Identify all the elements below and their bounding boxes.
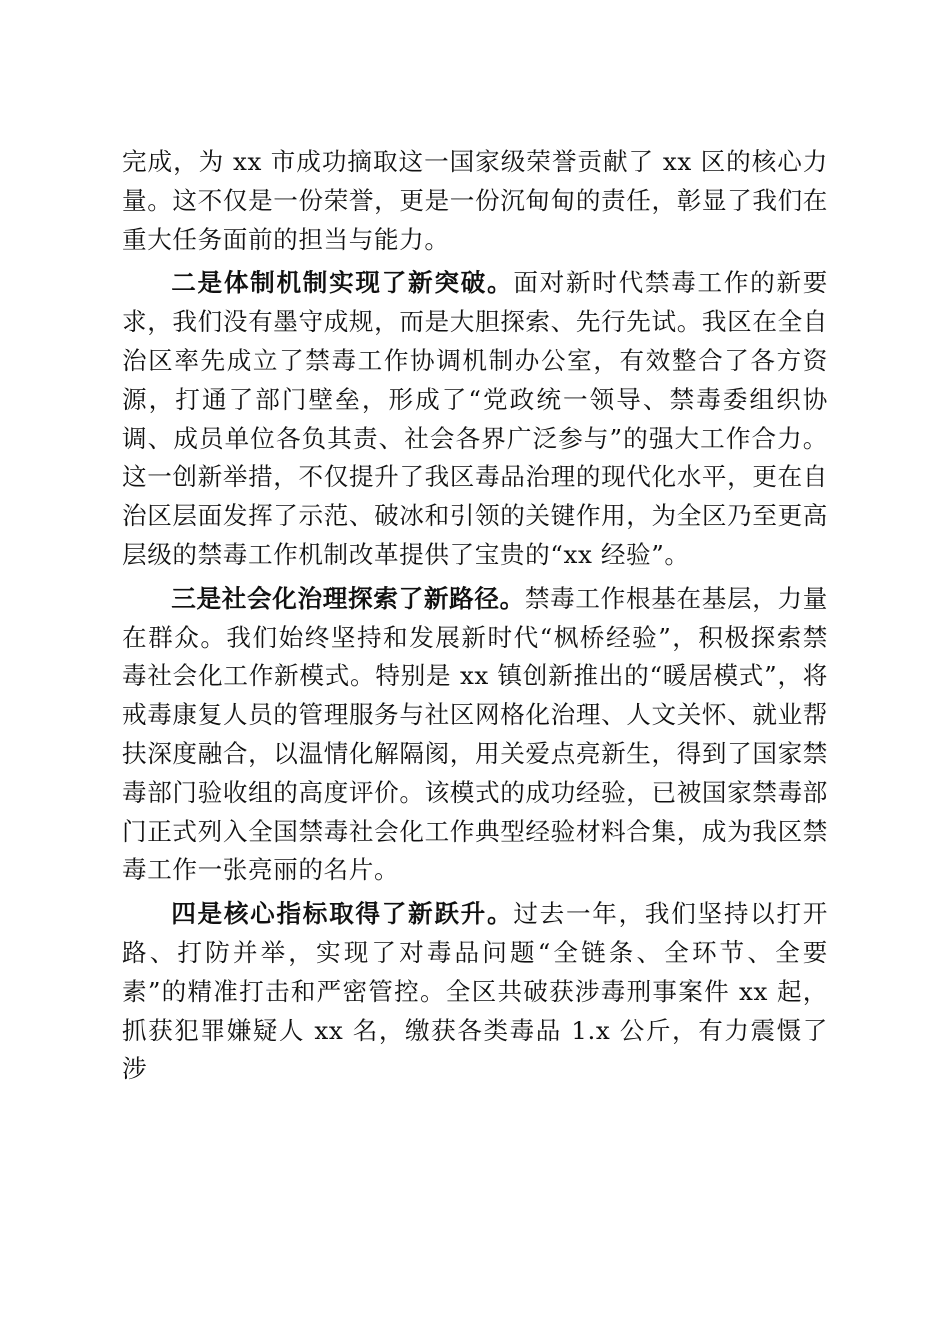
paragraph-4	[122, 895, 828, 1089]
paragraph-1	[122, 143, 828, 259]
paragraph-2-text: 面对新时代禁毒工作的新要求，我们没有墨守成规，而是大胆探索、先行先试。我区在全自治区率先成立了禁毒工作协调机制办公室，有效整合了各方资源，打通了部门壁垒，形成了“党政统一领导、禁毒委组织协调、成员单位各负其责、社会各界广泛参与”的强大工作合力。这一创新举措，不仅提升了我区毒品治理的现代化水平，更在自治区层面发挥了示范、破冰和引领的关键作用，为全区乃至更高层级的禁毒工作机制改革提供了宝贵的“xx 经验”。	[122, 268, 828, 569]
paragraph-3	[122, 580, 828, 890]
paragraph-3-heading: 三是社会化治理探索了新路径。	[171, 583, 525, 613]
paragraph-2	[122, 264, 828, 574]
paragraph-3-text: 禁毒工作根基在基层，力量在群众。我们始终坚持和发展新时代“枫桥经验”，积极探索禁毒社会化工作新模式。特别是 xx 镇创新推出的“暖居模式”，将戒毒康复人员的管理服务与社区网格化治理、人文关怀、就业帮扶深度融合，以温情化解隔阂，用关爱点亮新生，得到了国家禁毒部门验收组的高度评价。该模式的成功经验，已被国家禁毒部门正式列入全国禁毒社会化工作典型经验材料合集，成为我区禁毒工作一张亮丽的名片。	[122, 583, 828, 885]
paragraph-4-heading: 四是核心指标取得了新跃升。	[171, 899, 514, 929]
paragraph-4-text: 过去一年，我们坚持以打开路、打防并举，实现了对毒品问题“全链条、全环节、全要素”的精准打击和严密管控。全区共破获涉毒刑事案件 xx 起，抓获犯罪嫌疑人 xx 名，缴获各类毒品 1.x 公斤，有力震慑了涉	[122, 899, 828, 1084]
paragraph-2-heading: 二是体制机制实现了新突破。	[171, 268, 514, 298]
document-body	[122, 143, 828, 1094]
paragraph-1-text: 完成，为 xx 市成功摘取这一国家级荣誉贡献了 xx 区的核心力量。这不仅是一份荣誉，更是一份沉甸甸的责任，彰显了我们在重大任务面前的担当与能力。	[122, 147, 828, 254]
